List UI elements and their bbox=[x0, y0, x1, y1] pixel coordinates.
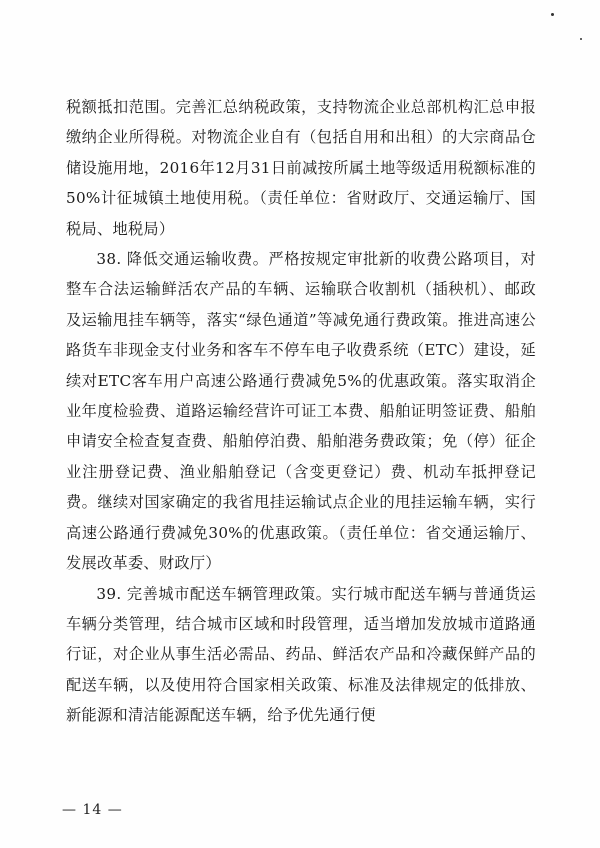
paragraph-continued: 税额抵扣范围。完善汇总纳税政策，支持物流企业总部机构汇总申报缴纳企业所得税。对物流企业自有（包括自用和出租）的大宗商品仓储设施用地，2016年12月31日前减按所属土地等级适用税额标准的50%计征城镇土地使用税。（责任单位：省财政厅、交通运输厅、国税局、地税局） bbox=[66, 98, 536, 238]
document-body bbox=[66, 92, 536, 731]
page-number: — 14 — bbox=[62, 802, 123, 818]
paragraph-item-38: 38. 降低交通运输收费。严格按规定审批新的收费公路项目，对整车合法运输鲜活农产品的车辆、运输联合收割机（插秧机）、邮政及运输甩挂车辆等，落实“绿色通道”等减免通行费政策。推进高速公路货车非现金支付业务和客车不停车电子收费系统（ETC）建设，延续对ETC客车用户高速公路通行费减免5%的优惠政策。落实取消企业年度检验费、道路运输经营许可证工本费、船舶证明签证费、船舶申请安全检查复查费、船舶停泊费、船舶港务费政策；免（停）征企业注册登记费、渔业船舶登记（含变更登记）费、机动车抵押登记费。继续对国家确定的我省甩挂运输试点企业的甩挂运输车辆，实行高速公路通行费减免30%的优惠政策。（责任单位：省交通运输厅、发展改革委、财政厅） bbox=[66, 250, 536, 573]
scan-speck bbox=[580, 38, 582, 40]
paragraph-item-39: 39. 完善城市配送车辆管理政策。实行城市配送车辆与普通货运车辆分类管理，结合城市区域和时段管理，适当增加发放城市道路通行证，对企业从事生活必需品、药品、鲜活农产品和冷藏保鲜产品的配送车辆，以及使用符合国家相关政策、标准及法律规定的低排放、新能源和清洁能源配送车辆，给予优先通行便 bbox=[66, 584, 536, 725]
scan-speck bbox=[551, 13, 554, 16]
